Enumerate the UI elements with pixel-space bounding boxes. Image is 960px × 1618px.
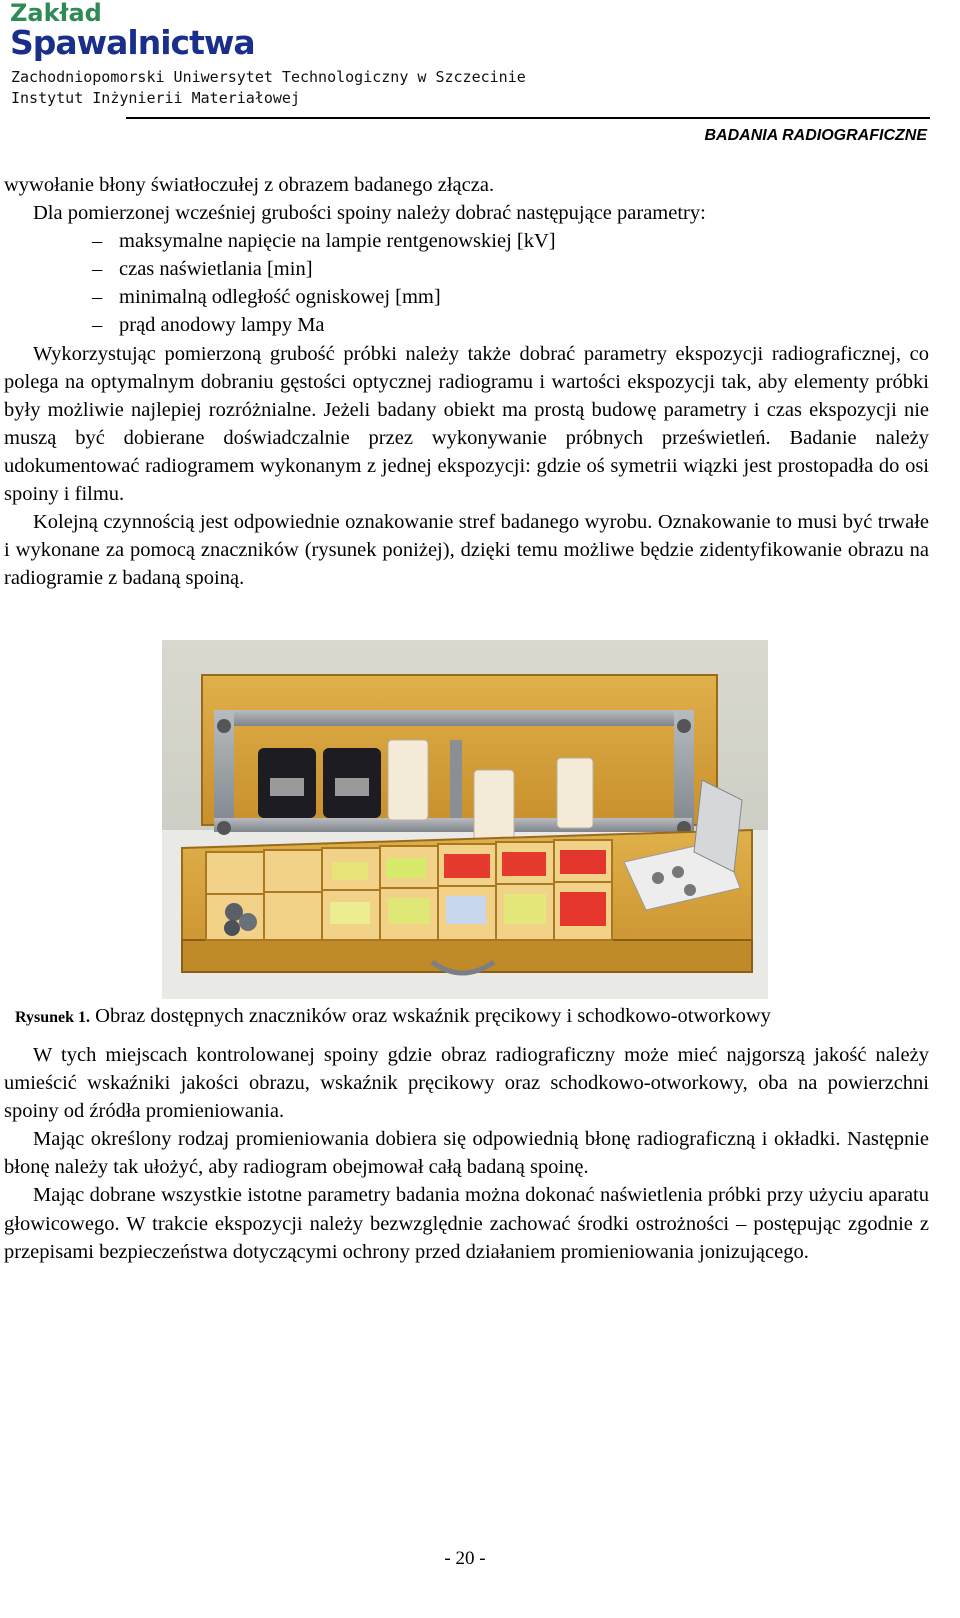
header-divider <box>126 117 930 119</box>
paragraph: W tych miejscach kontrolowanej spoiny gdzie obraz radiograficzny może mieć najgorszą jakość należy umieścić wskaźniki jakości obrazu, wskaźnik pręcikowy oraz schodkowo-otworkowy, oba na powierzchni spoiny od źródła promieniowania. <box>4 1044 929 1123</box>
university-name: Zachodniopomorski Uniwersytet Technologiczny w Szczecinie <box>11 68 526 86</box>
paragraph: Dla pomierzonej wcześniej grubości spoiny należy dobrać następujące parametry: <box>33 202 706 225</box>
paragraph: Mając określony rodzaj promieniowania dobiera się odpowiednią błonę radiograficzną i okładki. Następnie błonę należy tak ułożyć, aby radiogram obejmował całą badaną spoinę. <box>4 1128 929 1179</box>
page-number: - 20 - <box>444 1548 486 1569</box>
paragraph: Kolejną czynnością jest odpowiednie oznakowanie stref badanego wyrobu. Oznakowanie to musi być trwałe i wykonane za pomocą znaczników (rysunek poniżej), dzięki temu możliwe będzie zidentyfikowanie obrazu na radiogramie z badaną spoiną. <box>4 511 929 590</box>
parameter-list <box>4 227 929 339</box>
list-item: – maksymalne napięcie na lampie rentgenowskiej [kV] <box>92 227 929 255</box>
text-block-top <box>4 171 929 592</box>
section-title: BADANIA RADIOGRAFICZNE <box>704 127 927 144</box>
figure-label: Rysunek 1. <box>15 1009 91 1026</box>
markers-kit-photo <box>162 640 768 999</box>
paragraph: Mając dobrane wszystkie istotne parametry badania można dokonać naświetlenia próbki przy użyciu aparatu głowicowego. W trakcie ekspozycji należy bezwzględnie zachować środki ostrożności – postępując zgodnie z przepisami bezpieczeństwa dotyczącymi ochrony przed działaniem promieniowania jonizującego. <box>4 1184 929 1263</box>
text-block-bottom <box>4 1041 929 1266</box>
figure-caption-text: Obraz dostępnych znaczników oraz wskaźnik pręcikowy i schodkowo-otworkowy <box>95 1005 771 1027</box>
list-item: – minimalną odległość ogniskowej [mm] <box>92 283 929 311</box>
list-item: – prąd anodowy lampy Ma <box>92 311 929 339</box>
department-logo <box>10 0 255 60</box>
list-item: – czas naświetlania [min] <box>92 255 929 283</box>
paragraph: wywołanie błony światłoczułej z obrazem badanego złącza. <box>4 174 495 196</box>
logo-text-bottom: Spawalnictwa <box>10 23 255 62</box>
figure-caption <box>15 1002 935 1032</box>
logo-text-top: Zakład <box>10 0 102 27</box>
paragraph: Wykorzystując pomierzoną grubość próbki należy także dobrać parametry ekspozycji radiograficznej, co polega na optymalnym dobraniu gęstości optycznej radiogramu i wartości ekspozycji tak, aby elementy próbki były możliwie najlepiej rozróżnialne. Jeżeli badany obiekt ma prostą budowę parametry i czas ekspozycji nie muszą być dobierane doświadczalnie przez wykonywanie próbnych prześwietleń. Badanie należy udokumentować radiogramem wykonanym z jednej ekspozycji: gdzie oś symetrii wiązki jest prostopadła do osi spoiny i filmu. <box>4 342 929 506</box>
institute-name: Instytut Inżynierii Materiałowej <box>11 89 300 107</box>
